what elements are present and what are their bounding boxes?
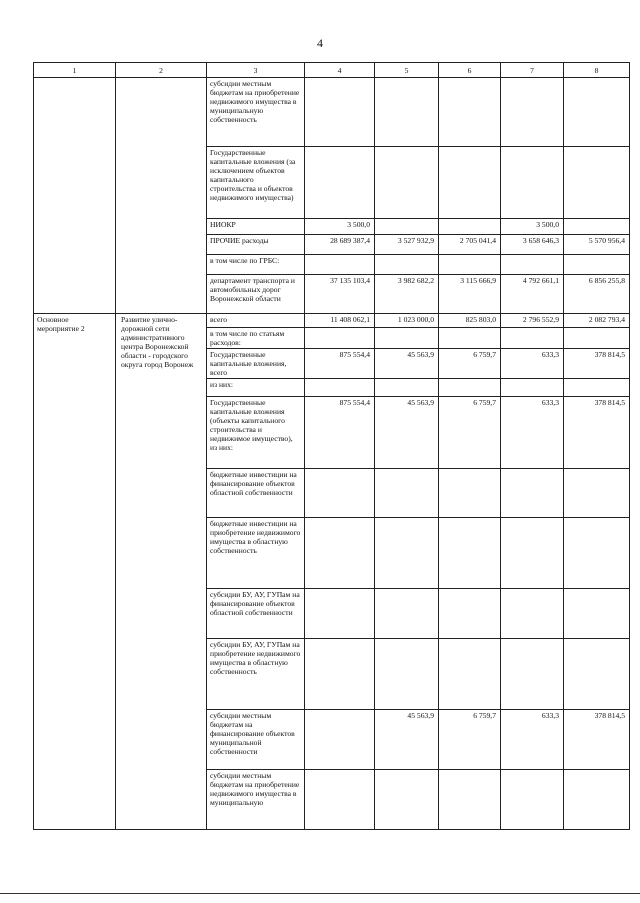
value-cell <box>564 78 630 147</box>
value-cell <box>375 469 439 518</box>
row-label: бюджетные инвестиции на финансирование объектов областной собственности <box>207 469 305 518</box>
value-cell: 6 759,7 <box>439 349 501 379</box>
value-cell <box>375 78 439 147</box>
row-label: субсидии БУ, АУ, ГУПам на финансирование объектов областной собственности <box>207 589 305 639</box>
value-cell <box>501 147 564 219</box>
column-header: 6 <box>439 63 501 78</box>
column-header: 3 <box>207 63 305 78</box>
value-cell: 6 856 255,8 <box>564 275 630 314</box>
value-cell <box>375 255 439 275</box>
empty-cell <box>116 78 207 314</box>
row-label: субсидии БУ, АУ, ГУПам на приобретение недвижимого имущества в областную собственность <box>207 639 305 710</box>
row-label: Государственные капитальные вложения, всего <box>207 349 305 379</box>
table-row <box>34 314 630 328</box>
column-header: 5 <box>375 63 439 78</box>
row-label: бюджетные инвестиции на приобретение недвижимого имущества в областную собственность <box>207 518 305 589</box>
value-cell: 633,3 <box>501 397 564 469</box>
header-row <box>34 63 630 78</box>
value-cell: 45 563,9 <box>375 710 439 770</box>
value-cell <box>564 589 630 639</box>
measure-name: Основное мероприятие 2 <box>34 314 116 830</box>
value-cell <box>375 770 439 830</box>
value-cell <box>564 469 630 518</box>
value-cell <box>439 589 501 639</box>
row-label: в том числе по статьям расходов: <box>207 328 305 349</box>
value-cell <box>305 255 375 275</box>
column-header: 1 <box>34 63 116 78</box>
row-label: субсидии местным бюджетам на приобретение недвижимого имущества в муниципальную <box>207 770 305 830</box>
value-cell <box>375 518 439 589</box>
value-cell <box>375 379 439 397</box>
value-cell: 2 705 041,4 <box>439 235 501 255</box>
value-cell: 378 814,5 <box>564 397 630 469</box>
value-cell: 3 500,0 <box>501 219 564 235</box>
value-cell: 2 082 793,4 <box>564 314 630 328</box>
value-cell <box>439 219 501 235</box>
value-cell <box>305 770 375 830</box>
value-cell <box>501 518 564 589</box>
budget-table <box>33 62 630 830</box>
value-cell: 45 563,9 <box>375 349 439 379</box>
value-cell <box>305 379 375 397</box>
value-cell <box>375 147 439 219</box>
value-cell <box>564 518 630 589</box>
value-cell <box>439 147 501 219</box>
value-cell <box>564 219 630 235</box>
value-cell <box>501 469 564 518</box>
row-label: субсидии местным бюджетам на финансирование объектов муниципальной собственности <box>207 710 305 770</box>
value-cell <box>305 328 375 349</box>
measure-title: Развитие улично-дорожной сети административного центра Воронежской области - городского округа город Воронеж <box>116 314 207 830</box>
value-cell <box>375 589 439 639</box>
value-cell: 2 796 552,9 <box>501 314 564 328</box>
value-cell: 825 803,0 <box>439 314 501 328</box>
value-cell: 875 554,4 <box>305 397 375 469</box>
column-header: 2 <box>116 63 207 78</box>
value-cell <box>439 255 501 275</box>
value-cell <box>439 469 501 518</box>
row-label: ПРОЧИЕ расходы <box>207 235 305 255</box>
column-header: 8 <box>564 63 630 78</box>
column-header: 4 <box>305 63 375 78</box>
value-cell: 633,3 <box>501 349 564 379</box>
value-cell <box>375 219 439 235</box>
value-cell: 3 527 932,9 <box>375 235 439 255</box>
value-cell: 378 814,5 <box>564 349 630 379</box>
value-cell <box>375 639 439 710</box>
value-cell <box>305 589 375 639</box>
value-cell <box>501 379 564 397</box>
value-cell <box>305 147 375 219</box>
value-cell <box>439 518 501 589</box>
value-cell: 37 135 103,4 <box>305 275 375 314</box>
value-cell <box>439 328 501 349</box>
table-row <box>34 78 630 147</box>
row-label: департамент транспорта и автомобильных дорог Воронежской области <box>207 275 305 314</box>
value-cell <box>501 78 564 147</box>
row-label: субсидии местным бюджетам на приобретение недвижимого имущества в муниципальную собственность <box>207 78 305 147</box>
value-cell <box>305 78 375 147</box>
value-cell <box>501 639 564 710</box>
value-cell: 28 689 387,4 <box>305 235 375 255</box>
row-label: в том числе по ГРБС: <box>207 255 305 275</box>
value-cell: 45 563,9 <box>375 397 439 469</box>
value-cell <box>375 328 439 349</box>
row-label: Государственные капитальные вложения (за исключением объектов капитального строительства и объектов недвижимого имущества) <box>207 147 305 219</box>
value-cell: 11 408 062,1 <box>305 314 375 328</box>
value-cell: 1 023 000,0 <box>375 314 439 328</box>
value-cell: 5 570 956,4 <box>564 235 630 255</box>
value-cell <box>501 255 564 275</box>
value-cell <box>439 379 501 397</box>
value-cell <box>564 770 630 830</box>
value-cell <box>501 770 564 830</box>
value-cell <box>439 78 501 147</box>
value-cell <box>305 518 375 589</box>
row-label: НИОКР <box>207 219 305 235</box>
row-label: Государственные капитальные вложения (объекты капитального строительства и недвижимое имущество), из них: <box>207 397 305 469</box>
value-cell: 4 792 661,1 <box>501 275 564 314</box>
value-cell <box>439 639 501 710</box>
value-cell: 633,3 <box>501 710 564 770</box>
value-cell: 875 554,4 <box>305 349 375 379</box>
value-cell <box>564 328 630 349</box>
value-cell: 3 982 682,2 <box>375 275 439 314</box>
column-header: 7 <box>501 63 564 78</box>
value-cell: 378 814,5 <box>564 710 630 770</box>
empty-cell <box>34 78 116 314</box>
value-cell <box>305 469 375 518</box>
value-cell <box>501 589 564 639</box>
row-label: всего <box>207 314 305 328</box>
value-cell <box>305 639 375 710</box>
value-cell: 3 115 666,9 <box>439 275 501 314</box>
value-cell <box>564 147 630 219</box>
value-cell: 3 658 646,3 <box>501 235 564 255</box>
value-cell <box>564 379 630 397</box>
value-cell: 6 759,7 <box>439 397 501 469</box>
row-label: из них: <box>207 379 305 397</box>
value-cell <box>439 770 501 830</box>
page-number: 4 <box>317 36 323 50</box>
value-cell: 3 500,0 <box>305 219 375 235</box>
value-cell <box>501 328 564 349</box>
value-cell <box>564 639 630 710</box>
value-cell <box>305 710 375 770</box>
value-cell <box>564 255 630 275</box>
page-bottom-rule <box>0 893 640 894</box>
value-cell: 6 759,7 <box>439 710 501 770</box>
